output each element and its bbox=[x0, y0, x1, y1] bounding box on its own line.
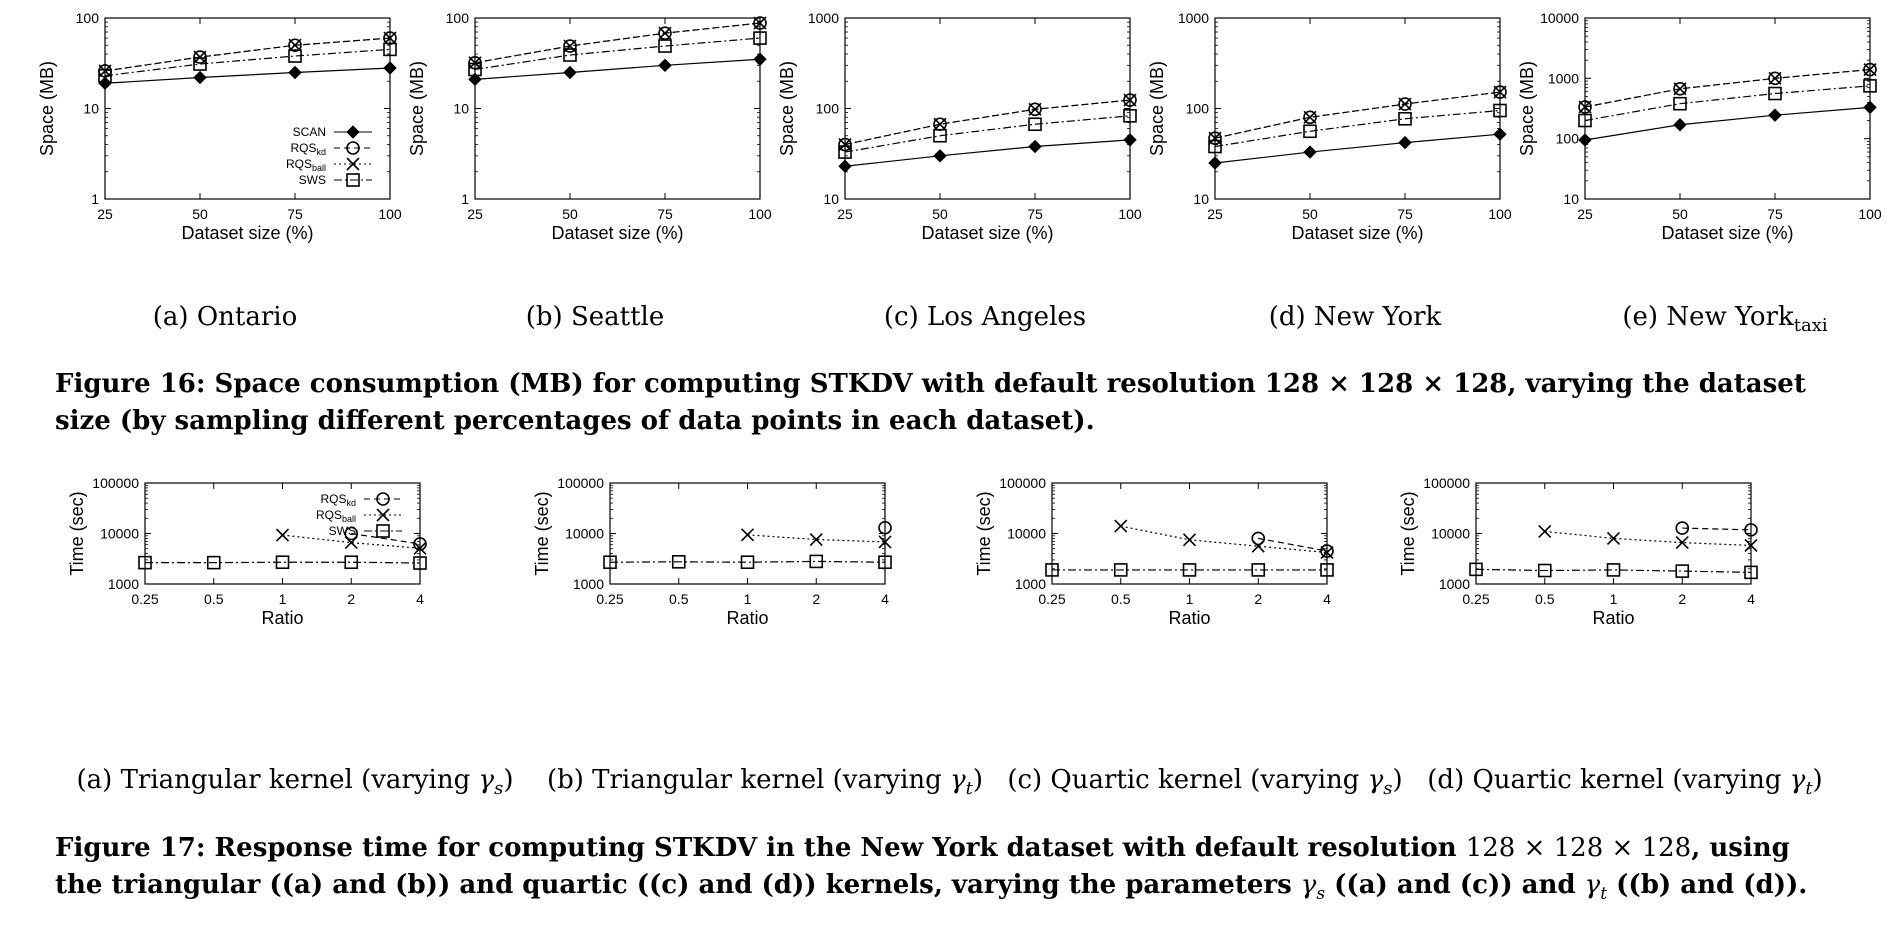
data-point bbox=[277, 529, 289, 541]
legend-label: $RQS_{kd}$ bbox=[320, 492, 356, 508]
x-tick-label: 25 bbox=[1577, 206, 1593, 222]
x-tick-label: 100 bbox=[748, 206, 772, 222]
x-tick-label: 100 bbox=[1118, 206, 1142, 222]
y-axis-label: Space (MB) bbox=[37, 60, 57, 157]
data-point bbox=[1209, 157, 1221, 169]
legend-label: $RQS_{ball}$ bbox=[315, 508, 356, 524]
x-tick-label: 1 bbox=[278, 591, 287, 607]
y-tick-label: 10 bbox=[453, 100, 469, 117]
y-tick-label: 10 bbox=[83, 100, 99, 117]
series-line bbox=[1215, 134, 1500, 163]
fig17-caption-part-3: ((a) and (c)) and bbox=[1325, 870, 1585, 900]
series-line bbox=[145, 562, 420, 563]
data-point bbox=[742, 529, 754, 541]
x-tick-label: 50 bbox=[1672, 206, 1688, 222]
series-rqsball bbox=[1579, 64, 1876, 113]
series-rqsball bbox=[469, 17, 766, 69]
series-line bbox=[610, 561, 885, 562]
chart-16c bbox=[770, 5, 1140, 295]
x-tick-label: 50 bbox=[932, 206, 948, 222]
data-point bbox=[289, 66, 301, 78]
chart-17a bbox=[65, 470, 485, 760]
chart-17b bbox=[530, 470, 950, 760]
series-line bbox=[475, 23, 760, 63]
y-axis-label: Space (MB) bbox=[1517, 60, 1537, 157]
y-tick-label: 100 bbox=[75, 10, 99, 26]
series-line bbox=[845, 100, 1130, 144]
data-point bbox=[1184, 534, 1196, 546]
series-line bbox=[1585, 107, 1870, 140]
series-line bbox=[1215, 92, 1500, 138]
legend-label: SCAN bbox=[292, 125, 326, 139]
x-axis-label: Dataset size (%) bbox=[921, 223, 1054, 243]
x-tick-label: 100 bbox=[1858, 206, 1882, 222]
series-line bbox=[845, 116, 1130, 152]
legend-label: SWS bbox=[328, 524, 356, 538]
fig17-caption-gamma-t-sub: t bbox=[1600, 884, 1608, 905]
y-axis-label: Space (MB) bbox=[407, 60, 427, 157]
legend bbox=[316, 492, 402, 538]
x-tick-label: 1 bbox=[743, 591, 752, 607]
chart-16e bbox=[1510, 5, 1880, 295]
subcaption-17a-prefix: (a) Triangular kernel (varying bbox=[76, 765, 479, 795]
x-tick-label: 0.25 bbox=[596, 591, 624, 607]
x-tick-label: 1 bbox=[1185, 591, 1194, 607]
plot-frame bbox=[1476, 483, 1751, 584]
y-tick-label: 10 bbox=[1563, 191, 1579, 207]
series-line bbox=[1258, 538, 1327, 551]
x-tick-label: 75 bbox=[657, 206, 673, 222]
legend-label-sub: kd bbox=[346, 498, 356, 508]
plot-frame bbox=[1585, 18, 1870, 199]
y-tick-label: 100000 bbox=[999, 475, 1046, 491]
series-line bbox=[105, 38, 390, 71]
plot-frame bbox=[1215, 18, 1500, 199]
x-tick-label: 4 bbox=[881, 591, 889, 607]
series-rqskd bbox=[1209, 86, 1506, 144]
y-axis-label: Time (sec) bbox=[67, 491, 87, 576]
legend-label: $RQS_{ball}$ bbox=[285, 157, 326, 173]
x-axis-label: Ratio bbox=[1592, 608, 1635, 628]
subcaption-17a-suffix: ) bbox=[503, 765, 514, 795]
x-tick-label: 75 bbox=[287, 206, 303, 222]
series-sws bbox=[1209, 105, 1506, 153]
data-point bbox=[1115, 520, 1127, 532]
legend-marker bbox=[347, 126, 359, 138]
subcaption-17a-symbol: γ bbox=[478, 765, 495, 795]
figure-16-caption: Figure 16: Space consumption (MB) for computing STKDV with default resolution 128 × 128 × 128, varying the dataset size (by sampling different percentages of data points in each dataset). bbox=[55, 369, 1806, 436]
x-axis-label: Ratio bbox=[261, 608, 304, 628]
data-point bbox=[1674, 119, 1686, 131]
chart-17c bbox=[972, 470, 1392, 760]
series-line bbox=[1585, 70, 1870, 107]
data-point bbox=[1029, 141, 1041, 153]
data-point bbox=[564, 66, 576, 78]
data-point bbox=[1494, 128, 1506, 140]
series-line bbox=[351, 534, 420, 544]
data-point bbox=[754, 53, 766, 65]
y-tick-label: 100 bbox=[1555, 130, 1579, 147]
x-axis-label: Dataset size (%) bbox=[181, 223, 314, 243]
data-point bbox=[345, 537, 357, 549]
y-tick-label: 100000 bbox=[1423, 475, 1470, 491]
subcaption-17a bbox=[60, 765, 530, 799]
series-sws bbox=[139, 556, 426, 569]
x-axis-label: Dataset size (%) bbox=[551, 223, 684, 243]
y-tick-label: 100000 bbox=[557, 475, 604, 491]
series-line bbox=[1585, 70, 1870, 107]
y-tick-label: 1000 bbox=[807, 10, 839, 26]
series-line bbox=[1121, 526, 1327, 552]
y-tick-label: 100000 bbox=[92, 475, 139, 491]
x-tick-label: 2 bbox=[812, 591, 821, 607]
y-tick-label: 1000 bbox=[107, 576, 139, 592]
subcaption-17c-subscript: s bbox=[1383, 778, 1393, 800]
series-rqskd bbox=[1676, 522, 1757, 536]
x-tick-label: 75 bbox=[1397, 206, 1413, 222]
series-rqsball bbox=[1209, 86, 1506, 144]
x-tick-label: 0.5 bbox=[669, 591, 689, 607]
series-scan bbox=[1209, 128, 1506, 169]
subcaption-17c-symbol: γ bbox=[1367, 765, 1384, 795]
x-axis-label: Dataset size (%) bbox=[1661, 223, 1794, 243]
series-line bbox=[105, 49, 390, 75]
y-tick-label: 1000 bbox=[1014, 576, 1046, 592]
legend-marker bbox=[347, 158, 359, 170]
subcaption-17d-symbol: γ bbox=[1789, 765, 1806, 795]
x-tick-label: 4 bbox=[1323, 591, 1331, 607]
series-line bbox=[1682, 528, 1751, 530]
series-rqsball bbox=[742, 529, 892, 548]
y-tick-label: 100 bbox=[445, 10, 469, 26]
x-tick-label: 4 bbox=[416, 591, 424, 607]
y-tick-label: 10000 bbox=[1431, 525, 1470, 542]
subcaption-16a: (a) Ontario bbox=[152, 302, 298, 332]
x-tick-label: 0.25 bbox=[1462, 591, 1490, 607]
data-point bbox=[1029, 103, 1041, 115]
data-point bbox=[1304, 146, 1316, 158]
series-sws bbox=[604, 555, 891, 568]
series-scan bbox=[469, 53, 766, 85]
data-point bbox=[1579, 134, 1591, 146]
subcaption-17d bbox=[1415, 765, 1835, 799]
figure-17-caption bbox=[55, 830, 1835, 913]
data-point bbox=[1864, 101, 1876, 113]
x-tick-label: 25 bbox=[837, 206, 853, 222]
subcaption-16e bbox=[1585, 302, 1865, 336]
subcaption-16e-subscript: taxi bbox=[1793, 315, 1828, 337]
y-tick-label: 10000 bbox=[565, 525, 604, 542]
series-line bbox=[1215, 92, 1500, 138]
series-line bbox=[105, 38, 390, 71]
fig17-caption-gamma-s: γ bbox=[1300, 870, 1317, 900]
x-tick-label: 25 bbox=[97, 206, 113, 222]
series-line bbox=[475, 59, 760, 79]
y-axis-label: Space (MB) bbox=[777, 60, 797, 157]
y-axis-label: Time (sec) bbox=[532, 491, 552, 576]
chart-16b bbox=[400, 5, 770, 295]
series-rqskd bbox=[1252, 532, 1333, 557]
y-tick-label: 1000 bbox=[1547, 70, 1579, 87]
x-tick-label: 25 bbox=[1207, 206, 1223, 222]
data-point bbox=[839, 160, 851, 172]
x-tick-label: 50 bbox=[192, 206, 208, 222]
y-tick-label: 1 bbox=[91, 191, 99, 207]
subcaption-17d-suffix: ) bbox=[1812, 765, 1823, 795]
x-tick-label: 4 bbox=[1747, 591, 1755, 607]
plot-frame bbox=[475, 18, 760, 199]
subcaption-17b-subscript: t bbox=[965, 778, 973, 800]
subcaption-16b: (b) Seattle bbox=[525, 302, 665, 332]
y-axis-label: Time (sec) bbox=[974, 491, 994, 576]
y-tick-label: 100 bbox=[815, 100, 839, 117]
data-point bbox=[934, 118, 946, 130]
data-point bbox=[934, 150, 946, 162]
y-tick-label: 1000 bbox=[572, 576, 604, 592]
y-tick-label: 10 bbox=[1193, 191, 1209, 207]
x-axis-label: Ratio bbox=[726, 608, 769, 628]
series-line bbox=[475, 38, 760, 69]
data-point bbox=[1769, 109, 1781, 121]
x-tick-label: 2 bbox=[1254, 591, 1263, 607]
subcaption-16d: (d) New York bbox=[1268, 302, 1442, 332]
series-line bbox=[845, 100, 1130, 144]
data-point bbox=[1608, 532, 1620, 544]
y-tick-label: 10000 bbox=[1540, 10, 1579, 26]
data-point bbox=[810, 534, 822, 546]
series-rqsball bbox=[1115, 520, 1333, 558]
subcaption-17a-subscript: s bbox=[494, 778, 504, 800]
x-tick-label: 2 bbox=[1678, 591, 1687, 607]
series-rqskd bbox=[469, 17, 766, 69]
plot-frame bbox=[105, 18, 390, 199]
data-point bbox=[99, 77, 111, 89]
series-scan bbox=[1579, 101, 1876, 146]
data-point bbox=[1399, 98, 1411, 110]
fig17-caption-part-2: , using the triangular ((a) and (b)) and quartic ((c) and (d)) kernels, varying the parameters bbox=[55, 833, 1790, 900]
x-axis-label: Ratio bbox=[1168, 608, 1211, 628]
subcaption-17c-prefix: (c) Quartic kernel (varying bbox=[1007, 765, 1368, 795]
subcaption-17b-prefix: (b) Triangular kernel (varying bbox=[546, 765, 951, 795]
x-tick-label: 50 bbox=[1302, 206, 1318, 222]
y-tick-label: 100 bbox=[1185, 100, 1209, 117]
series-line bbox=[1476, 569, 1751, 572]
subcaption-17b-suffix: ) bbox=[972, 765, 984, 795]
series-sws bbox=[1046, 564, 1333, 576]
y-tick-label: 1 bbox=[461, 191, 469, 207]
x-tick-label: 75 bbox=[1027, 206, 1043, 222]
x-tick-label: 2 bbox=[347, 591, 356, 607]
series-scan bbox=[99, 62, 396, 89]
legend-marker bbox=[377, 509, 389, 521]
subcaption-17b-symbol: γ bbox=[950, 765, 966, 795]
y-axis-label: Space (MB) bbox=[1147, 60, 1167, 157]
y-tick-label: 10000 bbox=[1007, 525, 1046, 542]
data-point bbox=[1399, 137, 1411, 149]
series-line bbox=[845, 140, 1130, 166]
fig17-caption-gamma-s-sub: s bbox=[1316, 884, 1326, 905]
subcaption-17c-suffix: ) bbox=[1392, 765, 1403, 795]
fig17-caption-part-4: ((b) and (d)). bbox=[1607, 870, 1808, 900]
series-rqskd bbox=[1579, 64, 1876, 113]
x-tick-label: 0.25 bbox=[131, 591, 159, 607]
chart-17d bbox=[1396, 470, 1816, 760]
y-tick-label: 1000 bbox=[1177, 10, 1209, 26]
y-tick-label: 10000 bbox=[100, 525, 139, 542]
data-point bbox=[194, 72, 206, 84]
series-scan bbox=[839, 134, 1136, 172]
x-tick-label: 0.5 bbox=[204, 591, 224, 607]
series-line bbox=[1585, 86, 1870, 121]
fig17-caption-part-1: Figure 17: Response time for computing STKDV in the New York dataset with default resolution bbox=[55, 833, 1466, 863]
fig17-caption-gamma-t: γ bbox=[1584, 870, 1601, 900]
x-tick-label: 100 bbox=[378, 206, 402, 222]
x-tick-label: 0.5 bbox=[1535, 591, 1555, 607]
chart-16a bbox=[30, 5, 400, 295]
y-tick-label: 1000 bbox=[1438, 576, 1470, 592]
series-line bbox=[1545, 531, 1751, 545]
legend bbox=[286, 125, 372, 187]
fig17-caption-resolution: 128 × 128 × 128 bbox=[1465, 833, 1692, 863]
x-tick-label: 100 bbox=[1488, 206, 1512, 222]
x-tick-label: 0.5 bbox=[1111, 591, 1131, 607]
subcaption-17d-prefix: (d) Quartic kernel (varying bbox=[1427, 765, 1790, 795]
x-tick-label: 50 bbox=[562, 206, 578, 222]
data-point bbox=[659, 59, 671, 71]
data-point bbox=[384, 62, 396, 74]
x-tick-label: 0.25 bbox=[1038, 591, 1066, 607]
y-axis-label: Time (sec) bbox=[1398, 491, 1418, 576]
data-point bbox=[1252, 540, 1264, 552]
subcaption-17d-subscript: t bbox=[1805, 778, 1813, 800]
plot-frame bbox=[1052, 483, 1327, 584]
legend-label-sub: ball bbox=[311, 163, 326, 173]
series-line bbox=[475, 23, 760, 63]
series-sws bbox=[99, 43, 396, 81]
legend-label-sub: kd bbox=[316, 147, 326, 157]
legend-label: SWS bbox=[298, 173, 326, 187]
subcaption-16c: (c) Los Angeles bbox=[883, 302, 1087, 332]
x-tick-label: 1 bbox=[1609, 591, 1618, 607]
chart-16d bbox=[1140, 5, 1510, 295]
x-tick-label: 75 bbox=[1767, 206, 1783, 222]
subcaption-17c bbox=[995, 765, 1415, 799]
data-point bbox=[1124, 134, 1136, 146]
legend-label-sub: ball bbox=[341, 514, 356, 524]
series-sws bbox=[1470, 563, 1757, 578]
plot-frame bbox=[845, 18, 1130, 199]
x-tick-label: 25 bbox=[467, 206, 483, 222]
legend-label: $RQS_{kd}$ bbox=[290, 141, 326, 157]
data-point bbox=[1676, 537, 1688, 549]
y-tick-label: 10 bbox=[823, 191, 839, 207]
x-axis-label: Dataset size (%) bbox=[1291, 223, 1424, 243]
data-point bbox=[1539, 525, 1551, 537]
subcaption-16e-text: (e) New York bbox=[1622, 302, 1794, 332]
subcaption-17b bbox=[530, 765, 1000, 799]
